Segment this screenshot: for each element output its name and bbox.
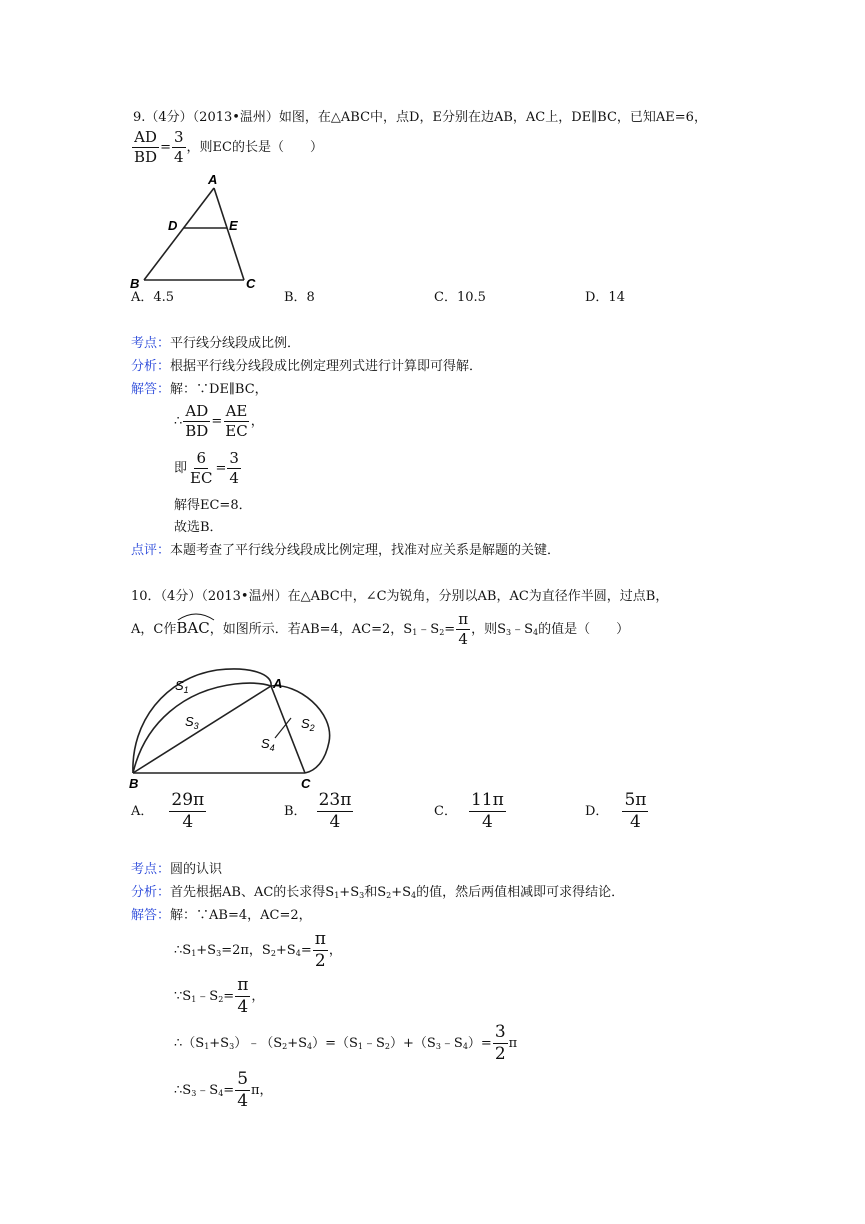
q9-option-d[interactable]: D．14 [585,290,625,305]
q9-stem-line2: $\frac{AD}{BD}$ = $\frac{3}{4}$ ，则EC的长是（ ） [134,128,323,166]
q9-option-c[interactable]: C．10.5 [434,290,486,305]
q9-step5: 故选B． [174,520,223,535]
q9-dianping: 点评：本题考查了平行线分线段成比例定理，找准对应关系是解题的关键． [131,543,561,558]
q10-label-s2: $S_2$ [301,716,315,733]
q9-side-ab [144,188,214,280]
q10-label-c: C [301,776,311,790]
q10-stem-line1: 10．（4分）（2013•温州）在△ABC中，∠C为锐角，分别以AB，AC为直径作半圆，过点B， [131,589,669,604]
q9-side-ac [214,188,244,280]
q9-stem-line1: 9.（4分）（2013•温州）如图，在△ABC中，点D，E分别在边AB，AC上，DE∥BC，已知AE=6， [133,110,707,125]
q9-fenxi: 分析：根据平行线分线段成比例定理列式进行计算即可得解． [131,359,483,374]
q9-option-a[interactable]: A．4.5 [131,290,175,305]
q10-label-s3: $S_3$ [185,714,199,731]
q10-step4: $\therefore(S_1+S_3)﹣(S_2+S_4)=(S_1﹣S_2)+(S_3﹣S_4)=$ $\frac{3}{2}$ π [174,1022,518,1064]
q10-stem-line2: A，C作 BAC，如图所示．若AB=4，AC=2，$S_1﹣S_2=$ $\frac{\pi}{4}$ ，则$S_3﹣S_4$的值是（ ） [131,610,630,648]
q10-option-b[interactable]: B． $\frac{23\pi}{4}$ [284,790,352,832]
q10-kaodian: 考点：圆的认识 [131,862,223,877]
q9-step4: 解得EC=8． [174,498,252,513]
q10-label-b: B [129,776,139,790]
q10-arc-bac: BAC [176,619,209,637]
q10-label-s4: $S_4$ [261,736,275,753]
q10-jieda: 解答：解：∵AB=4，AC=2， [131,908,312,923]
q9-triangle-figure [125,168,265,292]
q9-given-fraction: $\frac{AD}{BD}$ [134,128,158,166]
q10-label-s1: $S_1$ [175,678,189,695]
q9-jieda: 解答：解：∵DE∥BC， [131,382,268,397]
arc-mark-icon [176,611,216,621]
q9-label-d: D [168,218,178,233]
q9-step2: ∴ $\frac{AD}{BD}$ = $\frac{AE}{EC}$ ， [174,402,264,440]
q10-option-d[interactable]: D． $\frac{5\pi}{4}$ [585,790,647,832]
q10-step2: $\therefore S_1+S_3=2\pi$，$S_2+S_4=$ $\frac{\pi}{2}$ ， [174,929,342,971]
q9-given-value: $\frac{3}{4}$ [173,128,184,166]
q10-fenxi: 分析：首先根据AB、AC的长求得$S_1+S_3$和$S_2+S_4$的值，然后两值相减即可求得结论． [131,885,625,900]
q10-chord-ac [271,686,305,773]
q9-label-a: A [208,172,218,187]
q9-step3: 即 $\frac{6}{EC}$ = $\frac{3}{4}$ [174,449,239,487]
q9-label-c: C [246,276,256,291]
q10-arc-bac [133,669,271,773]
q10-step3: $\because S_1﹣S_2=$ $\frac{\pi}{4}$ ， [174,975,265,1017]
q10-option-a[interactable]: A． $\frac{29\pi}{4}$ [131,790,205,832]
q9-label-b: B [130,276,140,291]
q9-label-e: E [229,218,238,233]
q9-option-b[interactable]: B．8 [284,290,315,305]
q10-step5: $\therefore S_3﹣S_4=$ $\frac{5}{4}$ π， [174,1069,273,1111]
q10-given-fraction: $\frac{\pi}{4}$ [458,610,469,648]
q10-semicircles-figure [125,652,340,790]
q10-s4-pointer [275,718,291,738]
q10-label-a: A [273,676,283,691]
q10-option-c[interactable]: C． $\frac{11\pi}{4}$ [434,790,504,832]
q9-kaodian: 考点：平行线分线段成比例． [131,336,301,351]
